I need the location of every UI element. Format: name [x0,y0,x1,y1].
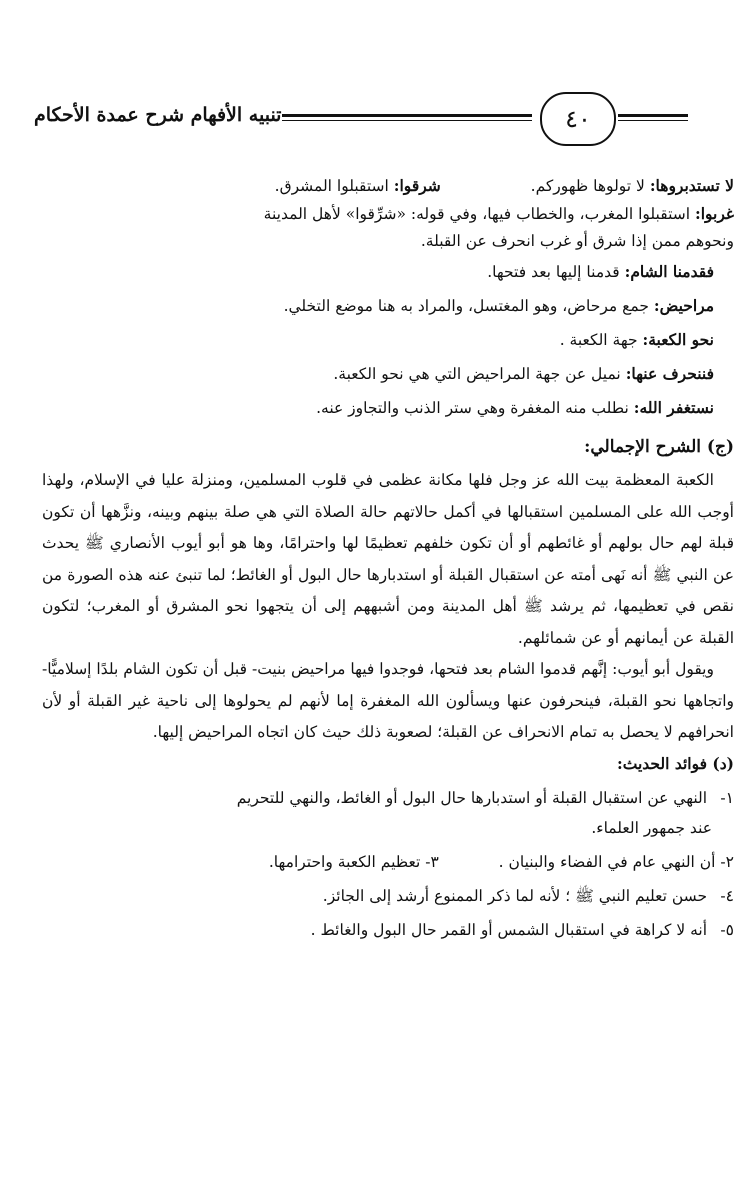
summary-paragraph-2: ويقول أبو أيوب: إنَّهم قدموا الشام بعد فتحها، فوجدوا فيها مراحيض بنيت- قبل أن تكون الشام بلدًا إسلاميًّا- واتجاهها نحو القبلة، فينحرفون عنها ويسألون الله المغفرة إما لأنهم لم يحولوها إلى ناحية غير القبلة أو لأن انحرافهم لا يحصل به تمام الانحراف عن القبلة؛ لصعوبة ذلك حيث كان اتجاه المراحيض إليها. [42,660,734,741]
glossary-row-2b: ونحوهم ممن إذا شرق أو غرب انحرف عن القبلة. [420,232,734,250]
benefit-number: ٤- [720,886,734,905]
glossary-term: نحو الكعبة: [642,330,714,349]
glossary-def: نطلب منه المغفرة وهي ستر الذنب والتجاوز عنه. [316,399,629,417]
glossary-def: نميل عن جهة المراحيض التي هي نحو الكعبة. [333,365,621,383]
benefit-item-1-continued: عند جمهور العلماء. [591,818,712,837]
benefit-text: حسن تعليم النبي ﷺ ؛ لأنه لما ذكر الممنوع أرشد إلى الجائز. [322,886,708,905]
benefit-text: أن النهي عام في الفضاء والبنيان . [498,852,716,871]
benefit-text: أنه لا كراهة في استقبال الشمس أو القمر حال البول والغائط . [310,920,708,939]
glossary-row-6 [42,357,734,391]
benefit-item-4 [42,881,734,911]
benefit-item-1 [42,783,734,813]
benefit-item-5 [42,915,734,945]
glossary-row-7 [42,391,734,425]
glossary-row-2 [42,200,734,228]
summary-paragraph-1: الكعبة المعظمة بيت الله عز وجل فلها مكانة عظمى في قلوب المسلمين، ومنزلة عليا في الإسلام، ولهذا أوجب الله على المسلمين استقبالها في أكمل حالاتهم حالة الصلاة التي هي صلة بينهم وبينه، ونزَّهها أن تكون قبلة لهم حال بولهم أو غائطهم أو أن تكون خلفهم تعظيمًا لها واحترامًا، وها هو أبو أيوب الأنصاري ﷺ يحدث عن النبي ﷺ أنه نَهى أمته عن استقبال القبلة أو استدبارها حال البول أو الغائط؛ لما تنبئ عنه هذه الصورة من نقص في تعظيمها، ثم يرشد ﷺ أهل المدينة ومن أشبههم إلى أن يتجهوا نحو المشرق أو المغرب؛ لتكون القبلة عن أيمانهم أو عن شمائلهم. [42,471,734,647]
glossary-def: استقبلوا المشرق. [274,177,389,195]
benefits-heading: (د) فوائد الحديث: [617,753,734,773]
glossary-def: جمع مرحاض، وهو المغتسل، والمراد به هنا موضع التخلي. [283,297,649,315]
glossary-term: لا تستدبروها: [649,176,734,195]
glossary-row-1 [42,172,734,200]
glossary-def: قدمنا إليها بعد فتحها. [487,263,620,281]
header-rule-left [282,114,532,121]
glossary-def: استقبلوا المغرب، والخطاب فيها، وفي قوله: «شرِّقوا» لأهل المدينة [263,205,691,223]
glossary-term: نستغفر الله: [633,398,714,417]
glossary-row-5 [42,323,734,357]
page-header [20,90,735,150]
glossary-term: شرقوا: [393,176,441,195]
glossary-term: مراحيض: [653,296,714,315]
glossary-row-4 [42,289,734,323]
benefit-number: ٣- [425,852,439,871]
header-rule-right [618,114,688,121]
glossary-def: لا تولوها ظهوركم. [530,177,645,195]
page-number: ٤٠ [540,92,616,146]
book-title: تنبيه الأفهام شرح عمدة الأحكام [34,104,282,126]
glossary-def: جهة الكعبة . [559,331,638,349]
benefit-number: ٢- [720,852,734,871]
benefit-number: ١- [720,788,734,807]
page-body [42,172,734,945]
glossary-term: غربوا: [694,204,734,223]
glossary-row-3 [42,255,734,289]
benefit-items-2-3 [42,847,734,877]
benefit-number: ٥- [720,920,734,939]
summary-heading: (ج) الشرح الإجمالي: [584,437,734,457]
benefit-text: تعظيم الكعبة واحترامها. [268,852,421,871]
benefit-text: النهي عن استقبال القبلة أو استدبارها حال البول أو الغائط، والنهي للتحريم [236,788,708,807]
glossary-term: فقدمنا الشام: [624,262,714,281]
glossary-term: فننحرف عنها: [625,364,714,383]
